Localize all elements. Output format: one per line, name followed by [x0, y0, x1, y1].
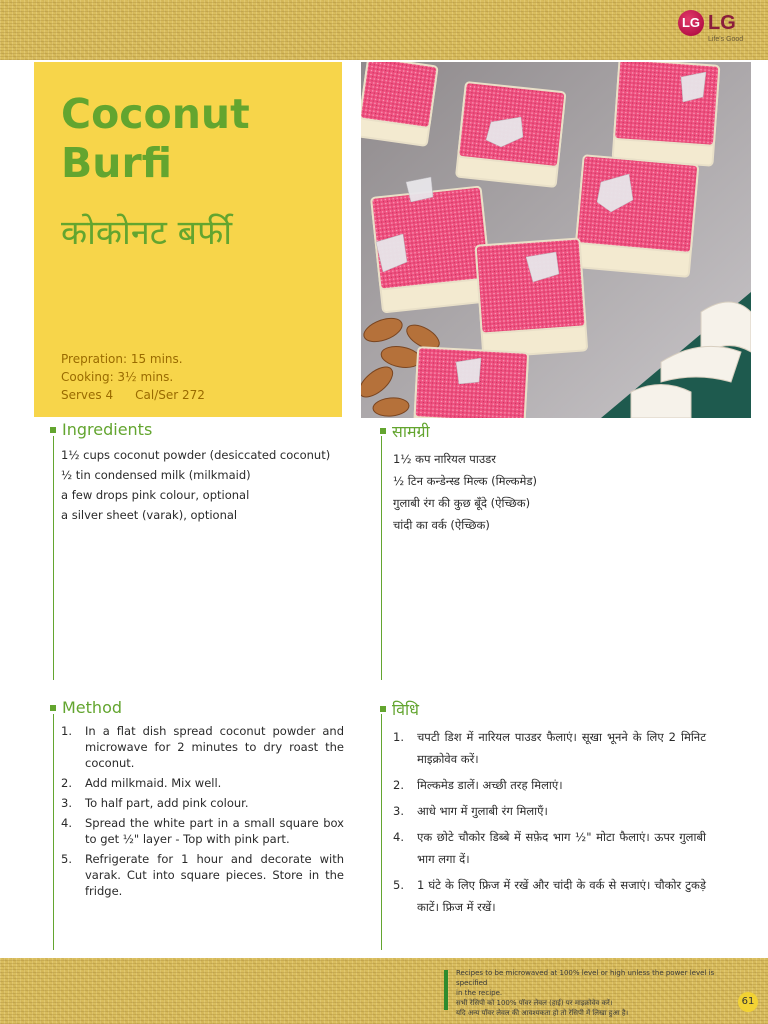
method-english-section	[50, 698, 344, 948]
microwave-power-note	[444, 968, 744, 1018]
lg-logo	[678, 10, 754, 46]
step-text: एक छोटे चौकोर डिब्बे में सफ़ेद भाग ½" मोटा फैलाएं। ऊपर गुलाबी भाग लगा दें।	[417, 830, 706, 866]
ingredient-item-hindi: 1½ कप नारियल पाउडर	[393, 452, 496, 466]
recipe-meta	[61, 350, 205, 404]
step-text: In a flat dish spread coconut powder and microwave for 2 minutes to dry roast the coconut.	[85, 724, 344, 770]
step-number: 5.	[393, 878, 404, 892]
step-text: To half part, add pink colour.	[85, 796, 249, 810]
ingredients-hindi-heading	[380, 420, 720, 442]
method-hindi-divider-line	[381, 714, 382, 950]
method-hindi-heading	[380, 698, 706, 720]
bullet-square-icon	[50, 427, 56, 433]
title-line-1: Coconut	[61, 90, 250, 138]
method-step-hindi	[393, 774, 706, 796]
method-hindi-heading-text: विधि	[392, 700, 420, 719]
recipe-title-box	[34, 62, 342, 417]
lg-tagline: Life's Good	[708, 36, 744, 43]
method-step-hindi	[393, 800, 706, 822]
step-text: मिल्कमेड डालें। अच्छी तरह मिलाएं।	[417, 778, 563, 792]
title-line-2: Burfi	[61, 139, 173, 188]
ingredient-item-hindi: चांदी का वर्क (ऐच्छिक)	[393, 518, 490, 532]
ingredient-item: a few drops pink colour, optional	[61, 488, 250, 502]
step-number: 2.	[393, 778, 404, 792]
ingredients-hindi-section	[380, 420, 720, 680]
bullet-square-icon	[380, 428, 386, 434]
ingredients-hindi-heading-text: सामग्री	[392, 422, 430, 441]
ingredients-hindi-divider-line	[381, 436, 382, 680]
note-text	[456, 968, 744, 1018]
ingredient-item: 1½ cups coconut powder (desiccated coconut)	[61, 448, 331, 462]
lg-wordmark: LG	[708, 12, 736, 34]
cooking-time: Cooking: 3½ mins.	[61, 370, 174, 384]
step-text: 1 घंटे के लिए फ्रिज में रखें और चांदी के वर्क से सजाएं। चौकोर टुकड़े काटें। फ्रिज में रखें।	[417, 878, 706, 914]
note-line: सभी रेसिपी को 100% पॉवर लेवल (हाई) पर माइक्रोवेव करें।	[456, 999, 613, 1007]
recipe-title-hindi: कोकोनट बर्फी	[61, 213, 233, 253]
bullet-square-icon	[380, 706, 386, 712]
page-number: 61	[738, 992, 758, 1012]
method-step	[61, 851, 344, 899]
method-step	[61, 775, 344, 791]
method-divider-line	[53, 714, 54, 950]
method-hindi-steps	[393, 726, 706, 918]
preparation-time: Prepration: 15 mins.	[61, 352, 183, 366]
recipe-title-english	[61, 90, 250, 188]
ingredient-item-hindi: ½ टिन कन्डेन्स्ड मिल्क (मिल्कमेड)	[393, 474, 538, 488]
step-number: 2.	[61, 776, 72, 790]
ingredients-list	[61, 445, 350, 525]
step-text: चपटी डिश में नारियल पाउडर फैलाएं। सूखा भूनने के लिए 2 मिनिट माइक्रोवेव करें।	[417, 730, 706, 766]
note-line: in the recipe.	[456, 989, 503, 997]
ingredient-item: a silver sheet (varak), optional	[61, 508, 238, 522]
burfi-photo-illustration	[361, 62, 751, 418]
step-number: 1.	[393, 730, 404, 744]
step-text: Refrigerate for 1 hour and decorate with varak. Cut into square pieces. Store in the fridge.	[85, 852, 344, 898]
ingredients-heading	[50, 420, 350, 439]
serves: Serves 4	[61, 388, 114, 402]
calories-per-serving: Cal/Ser 272	[135, 388, 205, 402]
method-step	[61, 723, 344, 771]
serves-and-calories	[61, 386, 205, 404]
ingredient-item: ½ tin condensed milk (milkmaid)	[61, 468, 251, 482]
bullet-square-icon	[50, 705, 56, 711]
ingredients-divider-line	[53, 436, 54, 680]
method-step	[61, 815, 344, 847]
method-heading	[50, 698, 344, 717]
method-step	[61, 795, 344, 811]
top-decorative-band	[0, 0, 768, 60]
method-step-hindi	[393, 874, 706, 918]
step-number: 3.	[61, 796, 72, 810]
step-number: 5.	[61, 852, 72, 866]
step-number: 4.	[61, 816, 72, 830]
ingredients-hindi-list	[393, 448, 720, 536]
step-text: Add milkmaid. Mix well.	[85, 776, 222, 790]
step-number: 1.	[61, 724, 72, 738]
step-number: 4.	[393, 830, 404, 844]
note-line: Recipes to be microwaved at 100% level or high unless the power level is specified	[456, 969, 715, 987]
method-heading-text: Method	[62, 698, 123, 717]
method-step-hindi	[393, 826, 706, 870]
ingredient-item-hindi: गुलाबी रंग की कुछ बूँदे (ऐच्छिक)	[393, 496, 531, 510]
step-number: 3.	[393, 804, 404, 818]
ingredients-heading-text: Ingredients	[62, 420, 153, 439]
burfi-photo	[361, 62, 751, 418]
lg-circle-mark: LG	[678, 10, 704, 36]
method-step-hindi	[393, 726, 706, 770]
step-text: Spread the white part in a small square box to get ½" layer - Top with pink part.	[85, 816, 344, 846]
method-steps	[61, 723, 344, 899]
note-accent-bar	[444, 970, 448, 1010]
step-text: आधे भाग में गुलाबी रंग मिलाएँ।	[417, 804, 548, 818]
ingredients-english-section	[50, 420, 350, 680]
method-hindi-section	[380, 698, 706, 948]
note-line: यदि अन्य पॉवर लेवल की आवश्यकता हो तो रेसिपी में लिखा हुआ है।	[456, 1009, 629, 1017]
